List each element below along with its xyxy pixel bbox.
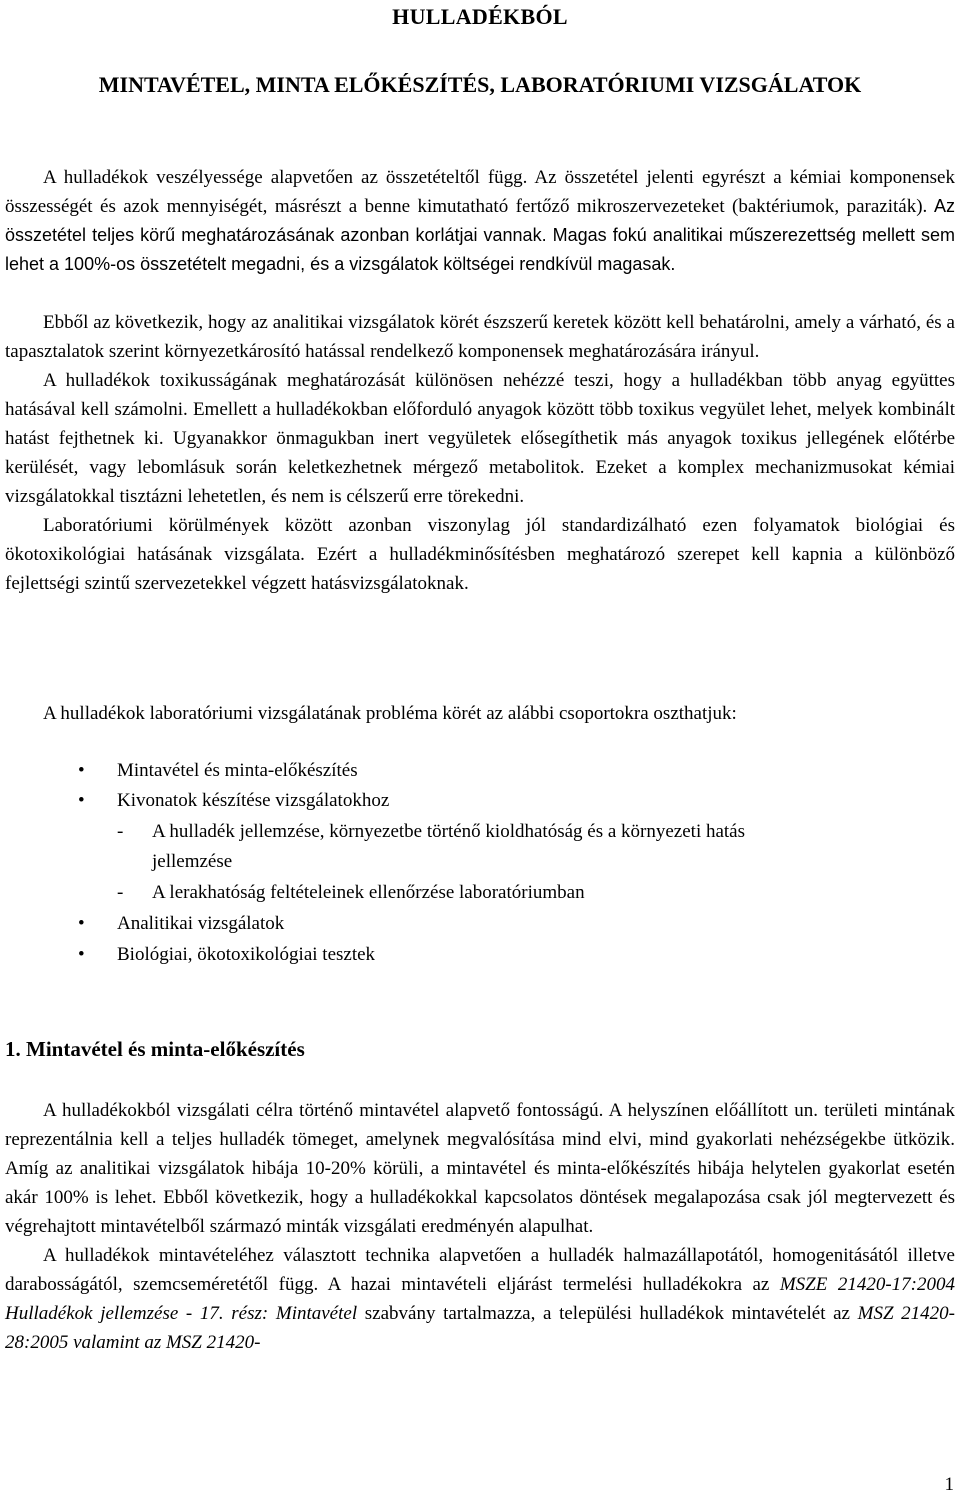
paragraph: A hulladékokból vizsgálati célra történő mintavétel alapvető fontosságú. A helyszínen előállított un. területi mintának reprezentálnia kell a teljes hulladék tömeget, amelynek megvalósítása mind elvi, mind gyakorlati nehézségekbe ütközik. Amíg az analitikai vizsgálatok hibája 10-20% körüli, a mintavétel és minta-előkészítés hibája helytelen gyakorlat esetén akár 100% is lehet. Ebből következik, hogy a hulladékokkal kapcsolatos döntések megalapozása csak jól megtervezett és végrehajtott mintavételből származó minták vizsgálati eredményén alapulhat. [5, 1100, 955, 1237]
list-item-text: Biológiai, ökotoxikológiai tesztek [117, 944, 376, 965]
dash-icon: - [117, 821, 124, 842]
paragraph-last [5, 1241, 955, 1357]
bullet-icon: • [78, 944, 85, 965]
sub-list-item-text: A hulladék jellemzése, környezetbe történő kioldhatóság és a környezeti hatás [152, 821, 746, 842]
document-title: HULLADÉKBÓL [392, 4, 568, 29]
text-run: szabvány tartalmazza, a települési hulladékok mintavételét az [357, 1303, 858, 1324]
sub-list-item-text: jellemzése [152, 851, 233, 872]
paragraph: Ebből az következik, hogy az analitikai vizsgálatok körét észszerű keretek között kell behatárolni, amely a várható, és a tapasztalatok szerint környezetkárosító hatással rendelkező komponensek meghatározására irányul. [5, 312, 955, 362]
section-paragraphs [5, 1096, 955, 1357]
bullet-icon: • [78, 913, 85, 934]
list-item-text: Analitikai vizsgálatok [117, 913, 285, 934]
standard-reference: MSZE 21420-17:2004 Hulladékok jellemzése - 17. rész: Mintavétel [5, 1274, 955, 1324]
intro-text-mixed: Magas fokú analitikai műszerezettség mellett sem lehet a 100%-os összetételt megadni, és a vizsgálatok költségei rendkívül magasak. [5, 225, 955, 274]
intro-text-sans: Az összetétel teljes körű meghatározásának azonban korlátjai vannak. [5, 196, 956, 245]
list-lead: A hulladékok laboratóriumi vizsgálatának probléma körét az alábbi csoportokra oszthatjuk: [43, 703, 737, 724]
section-heading: 1. Mintavétel és minta-előkészítés [5, 1037, 305, 1061]
dash-icon: - [117, 882, 124, 903]
list-item-text: Mintavétel és minta-előkészítés [117, 760, 358, 781]
page-number: 1 [944, 1474, 954, 1495]
list-item-text: Kivonatok készítése vizsgálatokhoz [117, 790, 390, 811]
bullet-icon: • [78, 790, 85, 811]
paragraph: Laboratóriumi körülmények között azonban viszonylag jól standardizálható ezen folyamatok biológiai és ökotoxikológiai hatásának vizsgálata. Ezért a hulladékminősítésben meghatározó szerepet kell kapnia a különböző fejlettségi szintű szervezetekkel végzett hatásvizsgálatoknak. [5, 515, 955, 594]
intro-text-serif: A hulladékok veszélyessége alapvetően az összetételtől függ. Az összetétel jelenti egyrészt a kémiai komponensek összességét és azok mennyiségét, másrészt a benne kimutatható fertőző mikroszervezeteket (baktériumok, paraziták). [5, 167, 955, 217]
body-paragraphs [5, 308, 955, 598]
document-subtitle: MINTAVÉTEL, MINTA ELŐKÉSZÍTÉS, LABORATÓRIUMI VIZSGÁLATOK [98, 72, 862, 97]
bullet-icon: • [78, 760, 85, 781]
standard-reference: MSZ 21420-28:2005 valamint az MSZ 21420- [5, 1303, 955, 1353]
sub-list-item-text: A lerakhatóság feltételeinek ellenőrzése laboratóriumban [152, 882, 585, 903]
paragraph: A hulladékok toxikusságának meghatározását különösen nehézzé teszi, hogy a hulladékban több anyag együttes hatásával kell számolni. Emellett a hulladékokban előforduló anyagok között több toxikus vegyület lehet, melyek kombinált hatást fejthetnek ki. Ugyanakkor önmagukban inert vegyületek elősegíthetik más anyagok toxikus jellegének előtérbe kerülését, vagy lebomlásuk során keletkezhetnek mérgező metabolitok. Ezeket a komplex mechanizmusokat kémiai vizsgálatokkal tisztázni lehetetlen, és nem is célszerű erre törekedni. [5, 370, 955, 507]
text-run: A hulladékok mintavételéhez választott technika alapvetően a hulladék halmazállapotától, homogenitásától illetve darabosságától, szemcseméretétől függ. A hazai mintavételi eljárást termelési hulladékokra az [5, 1245, 955, 1295]
intro-paragraph [5, 163, 955, 279]
